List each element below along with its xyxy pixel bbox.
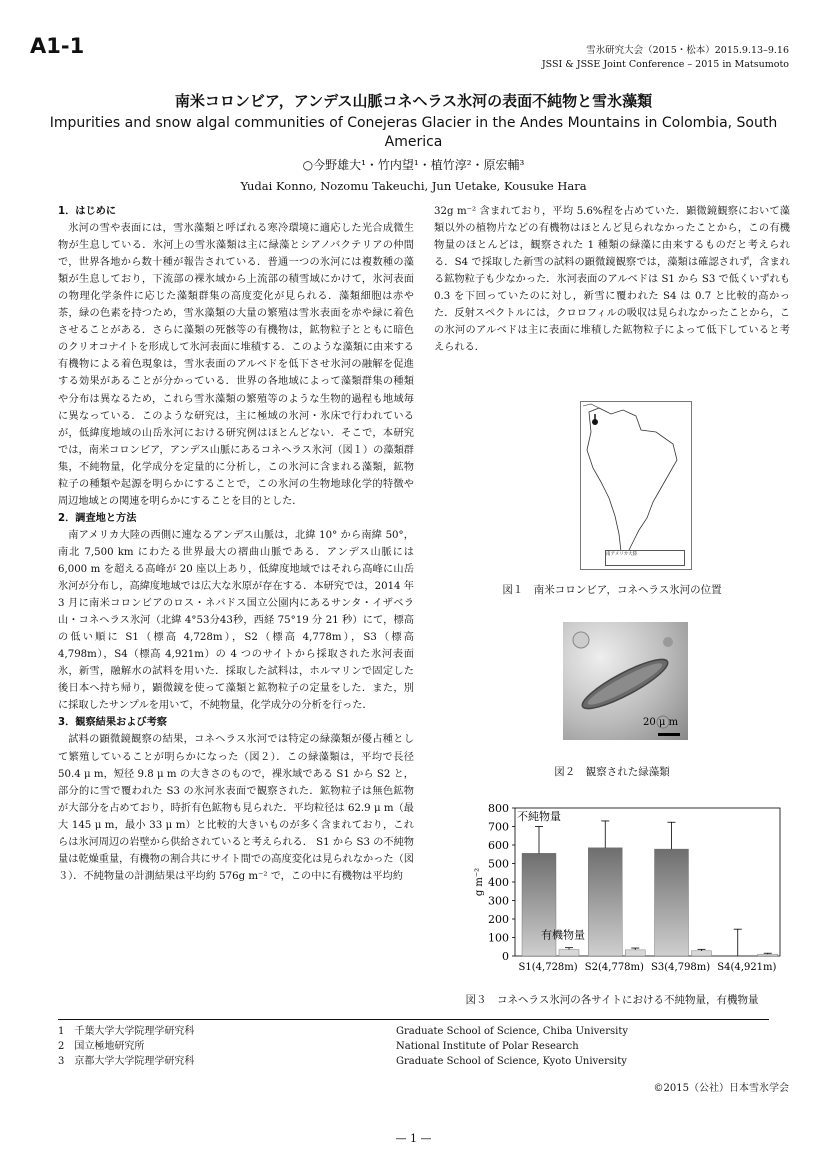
x-tick-label: S2(4,778m) <box>584 962 644 973</box>
map-legend: 南アメリカ大陸 <box>605 550 685 566</box>
y-tick-label: 100 <box>488 931 509 945</box>
y-axis-label: g m⁻² <box>474 867 485 897</box>
conference-ja: 雪氷研究大会（2015・松本）2015.9.13–9.16 <box>586 45 789 56</box>
series-label-impurity: 不純物量 <box>517 810 561 823</box>
figure-1-map <box>580 401 692 570</box>
bar-organic <box>758 954 778 956</box>
y-tick-label: 500 <box>488 857 509 871</box>
bar-organic <box>625 950 645 956</box>
affiliations-ja <box>58 1024 194 1069</box>
bar-organic <box>692 951 712 956</box>
affiliations-en <box>396 1024 628 1069</box>
page-id: A1-1 <box>30 34 85 58</box>
section-2-paragraph: 南アメリカ大陸の西側に連なるアンデス山脈は，北緯 10° から南緯 50°，南北 7,500 km にわたる世界最大の褶曲山脈である．アンデス山脈には 6,000 m を超える高峰が 20 座以上あり，低緯度地域ではそれら高峰に山岳氷河が分布し，高緯度地域では広大な氷原が存在する．本研究では，2014 年 3 月に南米コロンビアのロス・ネバドス国立公園内にあるサンタ・イザベラ山・コネヘラス氷河（北緯 4°53分43秒，西経 75°19 分 21 秒）にて，標高の低い順に S1（標高 4,728m），S2（標高 4,778m），S3（標高 4,798m），S4（標高 4,921m）の 4 つのサイトから採取された氷河表面氷，新雪，融解水の試料を用いた．採取した試料は，ホルマリンで固定した後日本へ持ち帰り，顕微鏡を使って藻類と鉱物粒子の定量をした．また，別に採取したサンプルを用いて，不純物量，化学成分の分析を行った． <box>58 529 414 712</box>
x-tick-label: S1(4,728m) <box>518 962 578 973</box>
figure-2-caption: 図２ 観察された緑藻類 <box>554 766 670 778</box>
affiliation-ja-3: 3 京都大学大学院理学研究科 <box>58 1056 195 1067</box>
figure-2-micrograph <box>563 622 688 740</box>
bar-chart <box>470 800 790 975</box>
affiliation-en-1: Graduate School of Science, Chiba University <box>396 1026 628 1037</box>
section-2-heading: 2．調査地と方法 <box>58 512 137 524</box>
bar-impurity <box>655 849 689 956</box>
x-tick-label: S4(4,921m) <box>717 962 777 973</box>
y-tick-label: 700 <box>488 820 509 834</box>
conference-en: JSSI & JSSE Joint Conference – 2015 in Matsumoto <box>541 59 789 70</box>
scale-label: 20 μ m <box>643 717 679 728</box>
y-tick-label: 300 <box>488 894 509 908</box>
footer-rule <box>58 1019 769 1020</box>
affiliation-ja-1: 1 千葉大学大学院理学研究科 <box>58 1026 195 1037</box>
y-tick-label: 400 <box>488 876 509 889</box>
section-3-continued: 32g m⁻² 含まれており，平均 5.6%程を占めていた．顕微鏡観察において藻類以外の植物片などの有機物はほとんど見られなかったことから，この有機物量のほとんどは，観察された 1 種類の緑藻に由来するものだと考えられる．S4 で採取した新雪の試料の顕微鏡観察では，藻類は確認されず，含まれる鉱物粒子も少なかった．氷河表面のアルベドは S1 から S3 で低くいずれも 0.3 を下回っていたのに対し，新雪に覆われた S4 は 0.7 と比較的高かった．反射スペクトルには，クロロフィルの吸収は見られなかったことから，この氷河のアルベドは主に表面に堆積した鉱物粒子によって低下していると考えられる． <box>434 206 790 354</box>
affiliation-en-3: Graduate School of Science, Kyoto University <box>396 1056 627 1067</box>
affiliation-ja-2: 2 国立極地研究所 <box>58 1041 145 1052</box>
section-1-heading: 1．はじめに <box>58 206 117 217</box>
figure-3-chart <box>470 800 790 975</box>
scale-bar <box>658 733 680 736</box>
bar-organic <box>559 950 579 956</box>
section-3-paragraph: 試料の顕微鏡観察の結果，コネヘラス氷河では特定の緑藻類が優占種として繁殖していることが明らかになった（図２）．この緑藻類は，平均で長径 50.4 μ m，短径 9.8 μ m の大きさのもので，裸氷域である S1 から S2 と，部分的に雪で覆われた S3 の氷河氷表面で観察された．鉱物粒子は無色鉱物が大部分を占めており，時折有色鉱物も見られた．平均粒径は 62.9 μ m（最大 145 μ m，最小 33 μ m）と比較的大きいものが多く含まれており，これらは氷河周辺の岩壁から供給されていると考えられる． S1 から S3 の不純物量は乾燥重量，有機物の割合共にサイト間での高度変化は見られなかった（図３）．不純物量の計測結果は平均約 576g m⁻² で，この中に有機物は平均約 <box>58 734 414 882</box>
left-column <box>58 203 414 885</box>
title-ja: 南米コロンビア，アンデス山脈コネヘラス氷河の表面不純物と雪氷藻類 <box>174 92 653 110</box>
y-tick-label: 200 <box>488 913 509 926</box>
section-3-heading: 3．観察結果および考察 <box>58 717 167 729</box>
y-tick-label: 600 <box>488 839 509 852</box>
affiliation-en-2: National Institute of Polar Research <box>396 1041 579 1052</box>
figure-3-caption: 図３ コネヘラス氷河の各サイトにおける不純物量，有機物量 <box>465 994 759 1006</box>
authors-ja: ○今野雄大¹・竹内望¹・植竹淳²・原宏輔³ <box>302 158 525 172</box>
figure-1-caption: 図１ 南米コロンビア，コネヘラス氷河の位置 <box>502 584 722 596</box>
y-tick-label: 800 <box>488 802 509 815</box>
bar-impurity <box>588 848 622 956</box>
section-1-paragraph: 氷河の雪や表面には，雪氷藻類と呼ばれる寒冷環境に適応した光合成微生物が生息している．氷河上の雪氷藻類は主に緑藻とシアノバクテリアの仲間で，世界各地から数十種が報告されている．普通一つの氷河には複数種の藻類が生息しており，下流部の裸氷域から上流部の積雪域にかけて，氷河表面の物理化学条件に応じた藻類群集の高度変化が見られる．藻類細胞は赤や茶，緑の色素を持つため，雪氷藻類の大量の繁殖は雪氷表面を赤や緑に着色させることがある．さらに藻類の死骸等の有機物は，鉱物粒子とともに暗色のクリオコナイトを形成して氷河表面に堆積する．このような藻類に由来する有機物による着色現象は，雪氷表面のアルベドを低下させ氷河の融解を促進する効果があることが分かっている．世界の各地域によって藻類群集の種類や分布は異なるため，これら雪氷藻類の繁殖等のような生物的過程も地域毎に異なっている．このような研究は，主に極域の氷河・氷床で行われているが，低緯度地域の山岳氷河における研究例はほとんどない．そこで，本研究では，南米コロンビア，アンデス山脈にあるコネヘラス氷河（図１）の藻類群集，不純物量，化学成分を定量的に分析し，この氷河に含まれる藻類，鉱物粒子の種類や起源を明らかにすることで，この氷河の生物地球化学的特徴や周辺地域との関連を明らかにすることを目的とした． <box>58 223 414 507</box>
x-tick-label: S3(4,798m) <box>651 962 711 973</box>
series-label-organic: 有機物量 <box>541 928 585 942</box>
copyright: ©2015（公社）日本雪氷学会 <box>653 1083 789 1094</box>
title-en: Impurities and snow algal communities of Conejeras Glacier in the Andes Mountains in Colombia, South America <box>49 115 778 150</box>
title-block <box>40 90 787 193</box>
y-tick-label: 0 <box>502 950 509 963</box>
right-column <box>434 203 790 356</box>
conference-header <box>542 44 789 72</box>
page-number: — 1 — <box>395 1132 432 1145</box>
authors-en: Yudai Konno, Nozomu Takeuchi, Jun Uetake, Kousuke Hara <box>240 179 587 193</box>
south-america-map <box>581 402 691 569</box>
